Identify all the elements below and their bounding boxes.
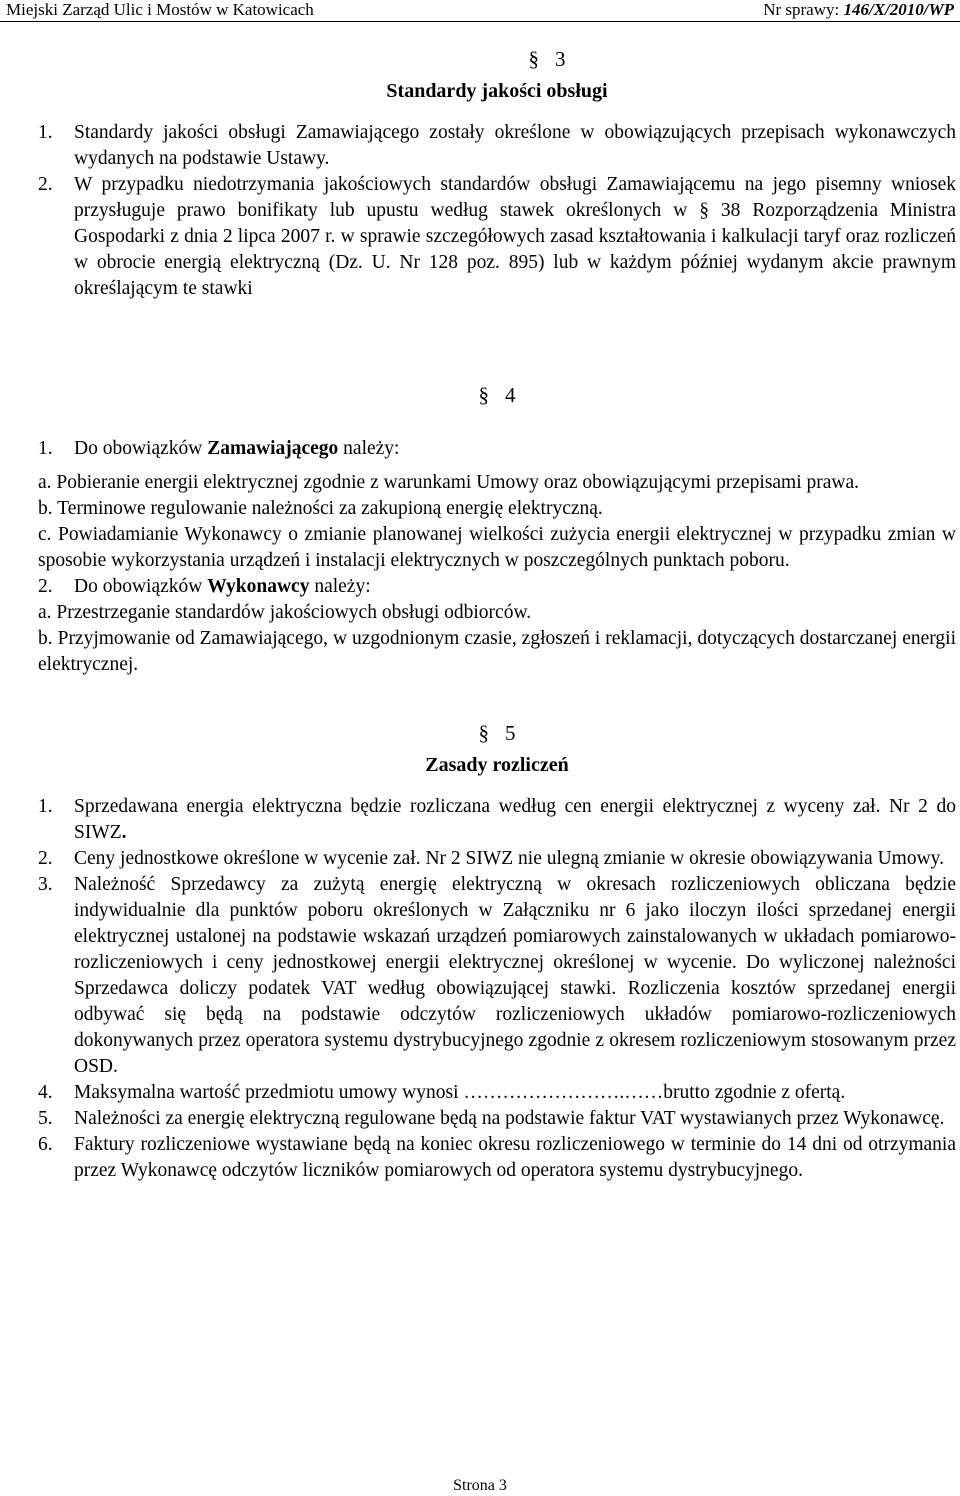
document-body (38, 44, 956, 1184)
list-item: 2. Do obowiązków Wykonawcy należy: (38, 576, 371, 597)
section-number: 3 (555, 47, 566, 71)
section-5-heading (38, 718, 956, 748)
section-5-title: Zasady rozliczeń (425, 754, 569, 776)
list-item: 4. Maksymalna wartość przedmiotu umowy wynosi …………………….……brutto zgodnie z ofertą. (38, 1082, 846, 1103)
list-item: 1. Do obowiązków Zamawiającego należy: (38, 438, 400, 459)
header-case-number: Nr sprawy: 146/X/2010/WP (763, 0, 954, 19)
section-number: 5 (505, 721, 516, 745)
page-header (0, 0, 960, 22)
sub-item: b. Terminowe regulowanie należności za zakupioną energię elektryczną. (38, 498, 603, 519)
section-4-heading (38, 380, 956, 410)
sub-item: a. Pobieranie energii elektrycznej zgodnie z warunkami Umowy oraz obowiązującymi przepisami prawa. (38, 472, 860, 493)
list-item: 1. Standardy jakości obsługi Zamawiającego zostały określone w obowiązujących przepisach wykonawczych wydanych na podstawie Ustawy. (38, 122, 956, 169)
list-item: 5. Należności za energię elektryczną regulowane będą na podstawie faktur VAT wystawianych przez Wykonawcę. (38, 1108, 945, 1129)
list-item: 3. Należność Sprzedawcy za zużytą energię elektryczną w okresach rozliczeniowych obliczana będzie indywidualnie dla punktów poboru określonych w Załączniku nr 6 jako iloczyn ilości sprzedanej energii elektrycznej ustalonej na podstawie wskazań urządzeń pomiarowych zainstalowanych w układach pomiarowo-rozliczeniowych i ceny jednostkowej energii elektrycznej określonej w wycenie. Do wyliczonej należności Sprzedawca doliczy podatek VAT według obowiązującej stawki. Rozliczenia kosztów sprzedanej energii odbywać się będą na podstawie odczytów rozliczeniowych układów pomiarowo-rozliczeniowych dokonywanych przez operatora systemu dystrybucyjnego zgodnie z okresem rozliczeniowym stosowanym przez OSD. (38, 874, 956, 1077)
case-number-value: 146/X/2010/WP (843, 0, 954, 19)
list-item: 6. Faktury rozliczeniowe wystawiane będą na koniec okresu rozliczeniowego w terminie do 14 dni od otrzymania przez Wykonawcę odczytów liczników pomiarowych od operatora systemu dystrybucyjnego. (38, 1134, 956, 1181)
section-number: 4 (505, 383, 516, 407)
paragraph-symbol: § (528, 47, 539, 71)
header-institution: Miejski Zarząd Ulic i Mostów w Katowicach (6, 0, 314, 19)
sub-item: a. Przestrzeganie standardów jakościowych obsługi odbiorców. (38, 602, 532, 623)
paragraph-symbol: § (478, 721, 489, 745)
sub-item: b. Przyjmowanie od Zamawiającego, w uzgodnionym czasie, zgłoszeń i reklamacji, dotyczących dostarczanej energii elektrycznej. (38, 628, 956, 675)
section-3-title: Standardy jakości obsługi (386, 80, 608, 102)
page-footer: Strona 3 (453, 1477, 507, 1494)
list-item: 2. W przypadku niedotrzymania jakościowych standardów obsługi Zamawiającemu na jego pisemny wniosek przysługuje prawo bonifikaty lub upustu według stawek określonych w § 38 Rozporządzenia Ministra Gospodarki z dnia 2 lipca 2007 r. w sprawie szczegółowych zasad kształtowania i kalkulacji taryf oraz rozliczeń w obrocie energią elektryczną (Dz. U. Nr 128 poz. 895) lub w każdym później wydanym akcie prawnym określającym te stawki (38, 174, 957, 299)
list-item: 1. Sprzedawana energia elektryczna będzie rozliczana według cen energii elektrycznej z wyceny zał. Nr 2 do SIWZ. (38, 796, 956, 843)
section-3-heading (38, 44, 956, 74)
sub-item: c. Powiadamianie Wykonawcy o zmianie planowanej wielkości zużycia energii elektrycznej w przypadku zmian w sposobie wykorzystania urządzeń i instalacji elektrycznych w poszczególnych punktach poboru. (38, 524, 956, 571)
list-item: 2. Ceny jednostkowe określone w wycenie zał. Nr 2 SIWZ nie ulegną zmianie w okresie obowiązywania Umowy. (38, 848, 945, 869)
paragraph-symbol: § (478, 383, 489, 407)
